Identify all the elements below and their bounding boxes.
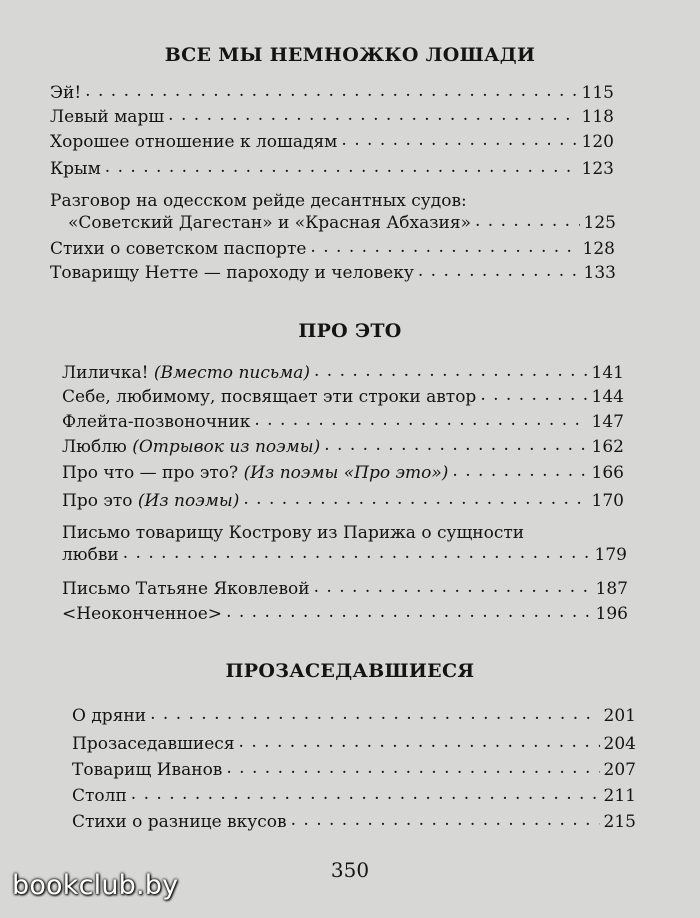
entry-page: 196 (595, 604, 628, 624)
dot-leader (314, 360, 588, 382)
entry-subtitle: (Из поэмы «Про это») (243, 463, 449, 483)
entry-title: О дряни (72, 706, 147, 726)
entry-title: Товарищ Иванов (72, 760, 223, 780)
entry-page: 207 (603, 760, 636, 780)
dot-leader (254, 409, 587, 431)
dot-leader (480, 384, 587, 406)
toc-entry (50, 262, 616, 284)
entry-title: Лиличка! (Вместо письма) (62, 363, 310, 383)
dot-leader (418, 260, 580, 282)
entry-title: «Советский Дагестан» и «Красная Абхазия» (68, 213, 471, 233)
dot-leader (226, 757, 599, 779)
entry-page: 187 (595, 579, 628, 599)
dot-leader (291, 809, 600, 831)
dot-leader (475, 210, 580, 232)
entry-title: Люблю (Отрывок из поэмы) (62, 437, 321, 457)
entry-title: Эй! (50, 83, 82, 103)
dot-leader (150, 703, 599, 725)
entry-title-line1: Разговор на одесском рейде десантных судов: (50, 191, 467, 211)
entry-subtitle: (Отрывок из поэмы) (132, 437, 321, 457)
toc-entry (50, 238, 615, 260)
entry-title: любви (62, 545, 119, 565)
section-title: ПРОЗАСЕДАВШИЕСЯ (225, 660, 475, 682)
dot-leader (341, 129, 577, 151)
entry-title-line1: Письмо товарищу Кострову из Парижа о сущности (62, 523, 525, 543)
dot-leader (226, 601, 591, 623)
entry-title: Хорошее отношение к лошадям (50, 132, 338, 152)
dot-leader (324, 434, 587, 456)
entry-page: 115 (581, 83, 614, 103)
dot-leader (105, 156, 578, 178)
dot-leader (85, 80, 577, 102)
dot-leader (168, 104, 577, 126)
toc-entry (72, 759, 636, 781)
toc-entry (50, 190, 616, 234)
entry-page: 204 (603, 734, 636, 754)
section-title: ВСЕ МЫ НЕМНОЖКО ЛОШАДИ (164, 44, 536, 66)
entry-page: 170 (591, 491, 624, 511)
entry-title: Про что — про это? (Из поэмы «Про это») (62, 463, 449, 483)
dot-leader (239, 731, 600, 753)
entry-subtitle: (Из поэмы) (137, 491, 240, 511)
toc-entry (62, 490, 624, 512)
entry-page: 133 (583, 263, 616, 283)
entry-page: 215 (603, 812, 636, 832)
entry-title: Стихи о разнице вкусов (72, 812, 287, 832)
entry-page: 120 (581, 132, 614, 152)
entry-page: 147 (591, 412, 624, 432)
entry-title: Прозаседавшиеся (72, 734, 235, 754)
toc-entry (72, 811, 636, 833)
toc-entry (72, 785, 636, 807)
toc-entry (62, 436, 624, 458)
toc-entry (62, 411, 624, 433)
entry-title: Флейта-позвоночник (62, 412, 251, 432)
toc-entry (50, 158, 614, 180)
toc-entry (62, 603, 628, 625)
dot-leader (452, 460, 587, 482)
dot-leader (123, 542, 591, 564)
dot-leader (243, 488, 587, 510)
entry-page: 128 (582, 239, 615, 259)
toc-entry (62, 386, 624, 408)
entry-page: 166 (591, 463, 624, 483)
toc-entry (62, 462, 624, 484)
toc-entry (62, 578, 628, 600)
entry-page: 162 (591, 437, 624, 457)
entry-page: 179 (594, 545, 627, 565)
entry-title: <Неоконченное> (62, 604, 223, 624)
site-watermark: bookclub.by (12, 870, 179, 901)
toc-entry (72, 733, 636, 755)
section-title: ПРО ЭТО (298, 320, 402, 342)
toc-entry (62, 362, 624, 384)
dot-leader (314, 576, 592, 598)
toc-entry (50, 131, 614, 153)
entry-page: 118 (581, 107, 614, 127)
entry-title: Столп (72, 786, 127, 806)
toc-entry (72, 705, 636, 727)
entry-page: 141 (591, 363, 624, 383)
entry-title: Левый марш (50, 107, 165, 127)
toc-entry (50, 106, 614, 128)
toc-entry (62, 522, 627, 566)
dot-leader (131, 783, 600, 805)
entry-subtitle: (Вместо письма) (153, 363, 310, 383)
entry-page: 144 (591, 387, 624, 407)
entry-title: Про это (Из поэмы) (62, 491, 240, 511)
entry-page: 211 (603, 786, 636, 806)
entry-title: Себе, любимому, посвящает эти строки автор (62, 387, 477, 407)
entry-page: 123 (581, 159, 614, 179)
toc-entry (50, 82, 614, 104)
dot-leader (310, 236, 578, 258)
entry-title: Товарищу Нетте — пароходу и человеку (50, 263, 414, 283)
entry-title: Письмо Татьяне Яковлевой (62, 579, 310, 599)
page-number: 350 (330, 858, 370, 882)
entry-title: Крым (50, 159, 101, 179)
entry-page: 125 (583, 213, 616, 233)
entry-page: 201 (603, 706, 636, 726)
entry-title: Стихи о советском паспорте (50, 239, 307, 259)
